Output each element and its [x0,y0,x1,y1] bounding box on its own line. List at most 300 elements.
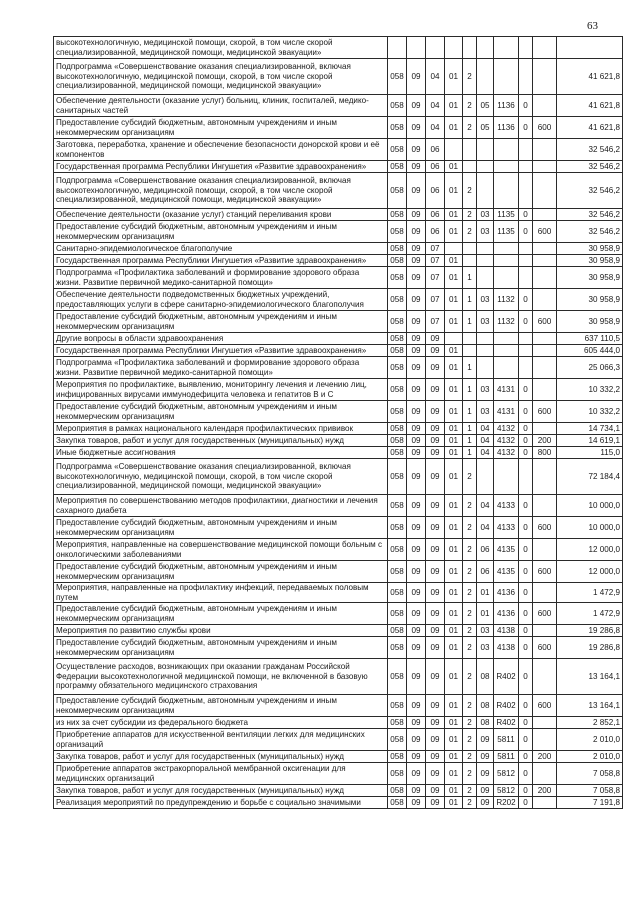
amount: 25 066,3 [557,357,623,379]
program-code: 01 [445,289,463,311]
expense-type-code [533,625,557,637]
expense-code: 4131 [494,401,519,423]
subsection-code: 09 [426,763,445,785]
subprogram-code: 2 [463,117,477,139]
kvr-group: 0 [519,583,533,603]
row-name: Предоставление субсидий бюджетным, автономным учреждениям и иным некоммерческим организациям [54,311,388,333]
expense-code: R402 [494,695,519,717]
program-code [445,139,463,161]
amount: 2 852,1 [557,717,623,729]
subsection-code: 06 [426,173,445,209]
subsection-code: 09 [426,603,445,625]
subsection-code: 07 [426,243,445,255]
table-row [54,603,623,625]
table-row [54,447,623,459]
subprogram-code: 2 [463,717,477,729]
amount: 32 546,2 [557,173,623,209]
section-code: 09 [407,379,426,401]
subprogram-code [463,161,477,173]
table-row [54,311,623,333]
expense-code [494,333,519,345]
row-name: Предоставление субсидий бюджетным, автономным учреждениям и иным некоммерческим организациям [54,695,388,717]
program-code: 01 [445,751,463,763]
expense-code: R202 [494,797,519,809]
kvr-group: 0 [519,209,533,221]
ministry-code: 058 [388,423,407,435]
row-name: Приобретение аппаратов экстракорпоральной мембранной оксигенации для медицинских организаций [54,763,388,785]
expense-code: 4135 [494,561,519,583]
subsection-code: 09 [426,625,445,637]
expense-type-code [533,659,557,695]
table-row [54,717,623,729]
section-code: 09 [407,435,426,447]
subprogram-code: 2 [463,659,477,695]
program-code: 01 [445,221,463,243]
kvr-group [519,333,533,345]
amount: 19 286,8 [557,625,623,637]
program-code: 01 [445,695,463,717]
kvr-group: 0 [519,729,533,751]
expense-code: 1132 [494,289,519,311]
expense-type-code [533,763,557,785]
row-name: Подпрограмма «Профилактика заболеваний и формирование здорового образа жизни. Развитие первичной медико-санитарной помощи» [54,357,388,379]
subsection-code: 09 [426,695,445,717]
ministry-code: 058 [388,603,407,625]
expense-type-code: 600 [533,517,557,539]
table-row [54,289,623,311]
program-code: 01 [445,659,463,695]
expense-type-code [533,539,557,561]
expense-code: R402 [494,717,519,729]
subprogram-code: 1 [463,289,477,311]
subsection-code: 09 [426,333,445,345]
program-code: 01 [445,603,463,625]
amount: 41 621,8 [557,95,623,117]
ministry-code: 058 [388,95,407,117]
direction-code: 09 [477,785,494,797]
subsection-code: 06 [426,139,445,161]
ministry-code: 058 [388,517,407,539]
section-code: 09 [407,243,426,255]
table-row [54,797,623,809]
direction-code: 03 [477,379,494,401]
amount: 2 010,0 [557,729,623,751]
direction-code [477,173,494,209]
kvr-group: 0 [519,401,533,423]
amount: 7 058,8 [557,785,623,797]
row-name: Подпрограмма «Совершенствование оказания специализированной, включая высокотехнологичную, медицинской помощи, скорой, в том числе скорой специализированной, медицинской помощи, медицинской эвакуации» [54,59,388,95]
amount: 19 286,8 [557,637,623,659]
expense-type-code [533,333,557,345]
subsection-code: 09 [426,729,445,751]
row-name: из них за счет субсидии из федерального бюджета [54,717,388,729]
direction-code: 04 [477,435,494,447]
program-code: 01 [445,797,463,809]
subsection-code: 09 [426,401,445,423]
program-code: 01 [445,729,463,751]
section-code: 09 [407,561,426,583]
kvr-group: 0 [519,539,533,561]
amount: 1 472,9 [557,603,623,625]
expense-code: 1132 [494,311,519,333]
program-code [445,243,463,255]
table-row [54,333,623,345]
subsection-code: 09 [426,659,445,695]
program-code: 01 [445,423,463,435]
direction-code: 06 [477,561,494,583]
ministry-code: 058 [388,161,407,173]
subprogram-code [463,37,477,59]
kvr-group: 0 [519,311,533,333]
expense-code [494,59,519,95]
ministry-code: 058 [388,243,407,255]
direction-code: 05 [477,95,494,117]
ministry-code: 058 [388,401,407,423]
direction-code: 03 [477,401,494,423]
kvr-group: 0 [519,517,533,539]
row-name: Обеспечение деятельности (оказание услуг) станций переливания крови [54,209,388,221]
section-code: 09 [407,173,426,209]
subsection-code: 07 [426,255,445,267]
program-code: 01 [445,637,463,659]
expense-code [494,173,519,209]
expense-code [494,345,519,357]
table-row [54,401,623,423]
table-row [54,561,623,583]
direction-code: 03 [477,221,494,243]
direction-code: 01 [477,583,494,603]
section-code: 09 [407,603,426,625]
table-row [54,423,623,435]
section-code: 09 [407,221,426,243]
expense-type-code [533,583,557,603]
subprogram-code [463,333,477,345]
ministry-code: 058 [388,659,407,695]
expense-type-code: 600 [533,221,557,243]
program-code: 01 [445,173,463,209]
expense-code [494,37,519,59]
table-row [54,785,623,797]
ministry-code: 058 [388,447,407,459]
expense-code [494,459,519,495]
kvr-group: 0 [519,695,533,717]
section-code: 09 [407,95,426,117]
expense-type-code: 200 [533,751,557,763]
expense-code: 4132 [494,447,519,459]
kvr-group: 0 [519,797,533,809]
expense-code [494,357,519,379]
ministry-code: 058 [388,495,407,517]
kvr-group [519,267,533,289]
expense-code [494,243,519,255]
program-code: 01 [445,255,463,267]
program-code: 01 [445,209,463,221]
row-name: Предоставление субсидий бюджетным, автономным учреждениям и иным некоммерческим организациям [54,221,388,243]
direction-code [477,161,494,173]
kvr-group [519,357,533,379]
ministry-code: 058 [388,751,407,763]
program-code [445,37,463,59]
program-code: 01 [445,59,463,95]
expense-code: 5812 [494,785,519,797]
subprogram-code: 1 [463,267,477,289]
ministry-code: 058 [388,345,407,357]
row-name: Реализация мероприятий по предупреждению и борьбе с социально значимыми [54,797,388,809]
kvr-group: 0 [519,751,533,763]
ministry-code: 058 [388,209,407,221]
expense-code: 4132 [494,435,519,447]
program-code: 01 [445,345,463,357]
program-code: 01 [445,357,463,379]
subsection-code: 07 [426,289,445,311]
kvr-group: 0 [519,379,533,401]
row-name: Мероприятия по профилактике, выявлению, мониторингу лечения и лечению лиц, инфицированных вирусами иммунодефицита человека и гепатитов В и С [54,379,388,401]
amount: 13 164,1 [557,695,623,717]
subprogram-code: 2 [463,539,477,561]
expense-code: 4135 [494,539,519,561]
expense-code [494,267,519,289]
direction-code: 08 [477,659,494,695]
subsection-code: 09 [426,751,445,763]
table-row [54,517,623,539]
kvr-group: 0 [519,561,533,583]
expense-type-code [533,161,557,173]
row-name: Другие вопросы в области здравоохранения [54,333,388,345]
subsection-code: 07 [426,311,445,333]
direction-code [477,357,494,379]
section-code: 09 [407,785,426,797]
direction-code: 08 [477,695,494,717]
direction-code: 09 [477,751,494,763]
program-code: 01 [445,117,463,139]
row-name: Предоставление субсидий бюджетным, автономным учреждениям и иным некоммерческим организациям [54,117,388,139]
table-row [54,659,623,695]
kvr-group: 0 [519,423,533,435]
kvr-group: 0 [519,659,533,695]
subprogram-code: 2 [463,583,477,603]
direction-code [477,139,494,161]
program-code [445,333,463,345]
section-code [407,37,426,59]
row-name: Обеспечение деятельности (оказание услуг) больниц, клиник, госпиталей, медико-санитарных частей [54,95,388,117]
direction-code [477,255,494,267]
expense-type-code [533,379,557,401]
row-name: Осуществление расходов, возникающих при оказании гражданам Российской Федерации высокотехнологичной медицинской помощи, не включенной в базовую программу обязательного медицинского страхования [54,659,388,695]
row-name: Предоставление субсидий бюджетным, автономным учреждениям и иным некоммерческим организациям [54,637,388,659]
expense-code [494,161,519,173]
expense-type-code: 600 [533,561,557,583]
ministry-code: 058 [388,763,407,785]
row-name: Государственная программа Республики Ингушетия «Развитие здравоохранения» [54,345,388,357]
ministry-code: 058 [388,139,407,161]
section-code: 09 [407,139,426,161]
subsection-code: 09 [426,717,445,729]
expense-code: 5811 [494,751,519,763]
amount: 41 621,8 [557,59,623,95]
amount: 637 110,5 [557,333,623,345]
row-name: Предоставление субсидий бюджетным, автономным учреждениям и иным некоммерческим организациям [54,603,388,625]
subprogram-code: 1 [463,435,477,447]
kvr-group [519,173,533,209]
subsection-code: 04 [426,59,445,95]
table-row [54,209,623,221]
table-row [54,637,623,659]
table-row [54,139,623,161]
table-row [54,95,623,117]
table-row [54,583,623,603]
ministry-code: 058 [388,583,407,603]
table-row [54,379,623,401]
table-row [54,255,623,267]
kvr-group [519,59,533,95]
ministry-code: 058 [388,333,407,345]
expense-type-code: 600 [533,637,557,659]
section-code: 09 [407,763,426,785]
row-name: Мероприятия в рамках национального календаря профилактических прививок [54,423,388,435]
program-code: 01 [445,435,463,447]
ministry-code: 058 [388,785,407,797]
ministry-code: 058 [388,379,407,401]
ministry-code: 058 [388,117,407,139]
amount: 14 619,1 [557,435,623,447]
table-row [54,695,623,717]
row-name: Мероприятия, направленные на профилактику инфекций, передаваемых половым путем [54,583,388,603]
row-name: Подпрограмма «Совершенствование оказания специализированной, включая высокотехнологичную, медицинской помощи, скорой, в том числе скорой специализированной, медицинской помощи, медицинской эвакуации» [54,459,388,495]
subprogram-code: 2 [463,59,477,95]
direction-code: 04 [477,517,494,539]
expense-code: R402 [494,659,519,695]
program-code: 01 [445,583,463,603]
direction-code: 09 [477,797,494,809]
amount: 7 058,8 [557,763,623,785]
subprogram-code: 2 [463,221,477,243]
kvr-group: 0 [519,95,533,117]
expense-type-code [533,243,557,255]
expense-type-code: 600 [533,603,557,625]
subprogram-code: 1 [463,357,477,379]
kvr-group [519,37,533,59]
amount: 30 958,9 [557,311,623,333]
table-row [54,357,623,379]
expense-type-code [533,95,557,117]
table-row [54,37,623,59]
amount: 605 444,0 [557,345,623,357]
row-name: Предоставление субсидий бюджетным, автономным учреждениям и иным некоммерческим организациям [54,401,388,423]
expense-type-code: 600 [533,401,557,423]
row-name: Мероприятия по развитию службы крови [54,625,388,637]
direction-code [477,459,494,495]
kvr-group [519,459,533,495]
kvr-group [519,161,533,173]
expense-type-code [533,797,557,809]
subsection-code [426,37,445,59]
program-code: 01 [445,161,463,173]
subsection-code: 06 [426,221,445,243]
table-row [54,495,623,517]
amount: 7 191,8 [557,797,623,809]
subprogram-code [463,255,477,267]
row-name: Предоставление субсидий бюджетным, автономным учреждениям и иным некоммерческим организациям [54,517,388,539]
amount: 32 546,2 [557,221,623,243]
direction-code [477,243,494,255]
section-code: 09 [407,751,426,763]
subsection-code: 09 [426,423,445,435]
subsection-code: 09 [426,583,445,603]
subprogram-code: 1 [463,447,477,459]
table-row [54,161,623,173]
section-code: 09 [407,311,426,333]
program-code: 01 [445,311,463,333]
direction-code: 03 [477,209,494,221]
expense-type-code [533,267,557,289]
table-row [54,539,623,561]
ministry-code: 058 [388,221,407,243]
ministry-code: 058 [388,637,407,659]
section-code: 09 [407,517,426,539]
section-code: 09 [407,729,426,751]
direction-code: 03 [477,289,494,311]
direction-code [477,267,494,289]
expense-type-code [533,255,557,267]
program-code: 01 [445,95,463,117]
section-code: 09 [407,161,426,173]
page-number: 63 [587,20,598,32]
section-code: 09 [407,289,426,311]
kvr-group: 0 [519,625,533,637]
direction-code [477,59,494,95]
row-name: Приобретение аппаратов для искусственной вентиляции легких для медицинских организаций [54,729,388,751]
direction-code: 04 [477,423,494,435]
ministry-code: 058 [388,289,407,311]
expense-type-code [533,357,557,379]
subprogram-code: 2 [463,95,477,117]
direction-code: 05 [477,117,494,139]
expense-type-code [533,37,557,59]
table-row [54,59,623,95]
expense-code: 4136 [494,583,519,603]
kvr-group: 0 [519,763,533,785]
program-code: 01 [445,267,463,289]
subsection-code: 09 [426,539,445,561]
section-code: 09 [407,255,426,267]
amount: 10 332,2 [557,379,623,401]
ministry-code: 058 [388,539,407,561]
section-code: 09 [407,797,426,809]
ministry-code: 058 [388,695,407,717]
expense-code: 1135 [494,221,519,243]
subsection-code: 07 [426,267,445,289]
subsection-code: 09 [426,459,445,495]
subprogram-code: 1 [463,423,477,435]
ministry-code: 058 [388,267,407,289]
subprogram-code [463,139,477,161]
row-name: Иные бюджетные ассигнования [54,447,388,459]
amount: 32 546,2 [557,161,623,173]
subprogram-code: 1 [463,401,477,423]
section-code: 09 [407,209,426,221]
section-code: 09 [407,59,426,95]
table-row [54,625,623,637]
amount: 10 000,0 [557,495,623,517]
subsection-code: 09 [426,447,445,459]
program-code: 01 [445,379,463,401]
amount: 72 184,4 [557,459,623,495]
section-code: 09 [407,659,426,695]
ministry-code: 058 [388,459,407,495]
direction-code: 04 [477,447,494,459]
program-code: 01 [445,517,463,539]
section-code: 09 [407,459,426,495]
